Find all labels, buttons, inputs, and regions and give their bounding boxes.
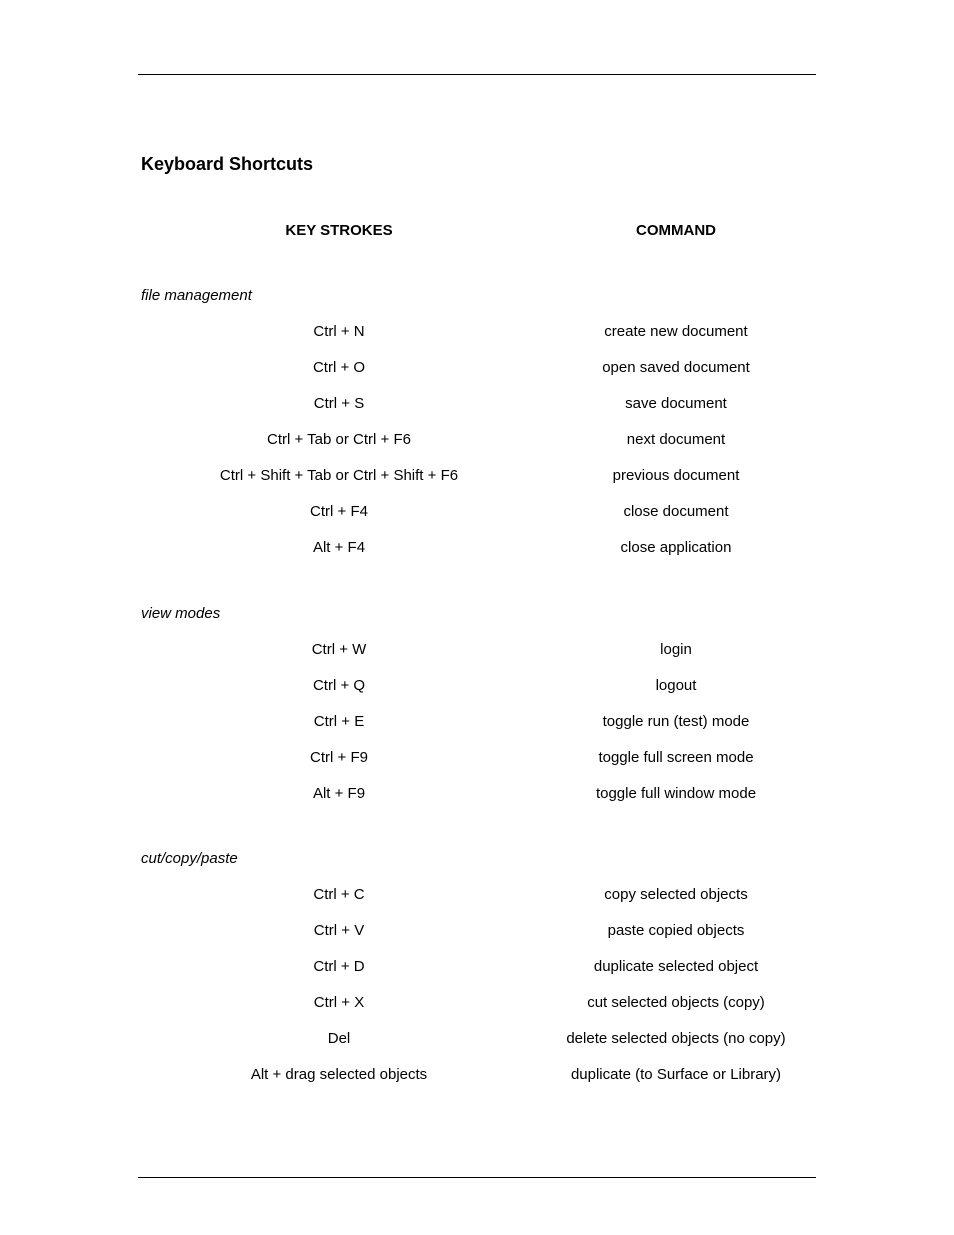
shortcut-row	[0, 993, 954, 1029]
command-cell: delete selected objects (no copy)	[566, 1030, 786, 1047]
keystroke-cell: Ctrl + F9	[310, 749, 368, 766]
keystroke-cell: Ctrl + E	[313, 713, 365, 730]
command-cell: toggle run (test) mode	[602, 713, 750, 730]
shortcut-row	[0, 885, 954, 921]
shortcut-row	[0, 784, 954, 814]
shortcut-row	[0, 322, 954, 358]
command-cell: toggle full screen mode	[598, 749, 754, 766]
footer-rule	[138, 1177, 816, 1178]
command-cell: save document	[625, 395, 727, 412]
shortcut-row	[0, 676, 954, 712]
shortcut-row	[0, 538, 954, 574]
shortcut-row	[0, 957, 954, 993]
keystroke-cell: Ctrl + N	[313, 323, 365, 340]
command-cell: duplicate (to Surface or Library)	[570, 1066, 782, 1083]
keystroke-cell: Ctrl + Q	[312, 677, 366, 694]
column-header-keystrokes: KEY STROKES	[285, 222, 393, 239]
command-cell: create new document	[604, 323, 748, 340]
shortcut-row	[0, 712, 954, 748]
keystroke-cell: Ctrl + Tab or Ctrl + F6	[267, 431, 411, 448]
command-cell: copy selected objects	[604, 886, 748, 903]
shortcut-row	[0, 921, 954, 957]
keystroke-cell: Ctrl + V	[313, 922, 365, 939]
shortcut-row	[0, 640, 954, 676]
command-cell: open saved document	[602, 359, 750, 376]
command-cell: toggle full window mode	[595, 785, 757, 802]
keystroke-cell: Alt + F9	[312, 785, 366, 802]
header-rule	[138, 74, 816, 75]
keystroke-cell: Ctrl + C	[313, 886, 365, 903]
command-cell: next document	[626, 431, 726, 448]
shortcut-row	[0, 748, 954, 784]
keystroke-cell: Del	[327, 1030, 351, 1047]
keystroke-cell: Ctrl + D	[313, 958, 365, 975]
section-title: view modes	[141, 605, 221, 622]
section-title: cut/copy/paste	[141, 850, 238, 867]
shortcut-row	[0, 394, 954, 430]
keystroke-cell: Ctrl + X	[313, 994, 365, 1011]
command-cell: close document	[623, 503, 729, 520]
page-title: Keyboard Shortcuts	[141, 154, 314, 174]
keystroke-cell: Ctrl + O	[312, 359, 366, 376]
section-title: file management	[141, 287, 252, 304]
keystroke-cell: Ctrl + W	[311, 641, 367, 658]
shortcut-row	[0, 1065, 954, 1101]
shortcut-list	[0, 322, 954, 574]
command-cell: previous document	[612, 467, 740, 484]
command-cell: duplicate selected object	[593, 958, 759, 975]
command-cell: login	[660, 641, 692, 658]
command-cell: close application	[620, 539, 732, 556]
shortcut-list	[0, 885, 954, 1101]
keystroke-cell: Ctrl + S	[313, 395, 365, 412]
shortcut-row	[0, 502, 954, 538]
shortcut-row	[0, 1029, 954, 1065]
shortcut-row	[0, 466, 954, 502]
shortcut-row	[0, 358, 954, 394]
column-header-command: COMMAND	[636, 222, 716, 239]
shortcut-list	[0, 640, 954, 814]
shortcut-row	[0, 430, 954, 466]
command-cell: paste copied objects	[607, 922, 745, 939]
keystroke-cell: Alt + F4	[312, 539, 366, 556]
keystroke-cell: Ctrl + Shift + Tab or Ctrl + Shift + F6	[219, 467, 459, 484]
keystroke-cell: Ctrl + F4	[310, 503, 368, 520]
keystroke-cell: Alt + drag selected objects	[250, 1066, 428, 1083]
command-cell: logout	[655, 677, 697, 694]
command-cell: cut selected objects (copy)	[587, 994, 765, 1011]
